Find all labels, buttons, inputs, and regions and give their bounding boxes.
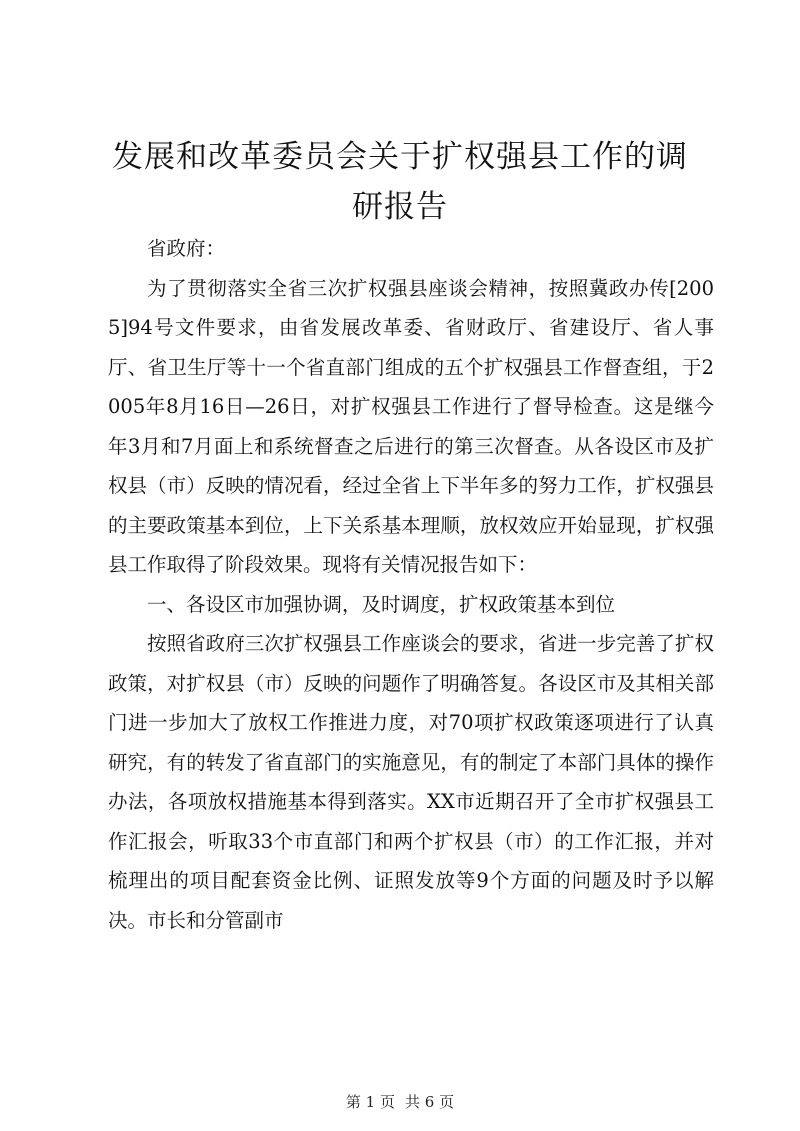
document-title: 发展和改革委员会关于扩权强县工作的调研报告 xyxy=(112,139,688,225)
salutation: 省政府： xyxy=(147,237,226,260)
document-body xyxy=(108,229,714,940)
section-heading-1: 一、各设区市加强协调，及时调度，扩权政策基本到位 xyxy=(147,592,616,616)
page-number: 第 1 页 xyxy=(345,1093,395,1111)
paragraph-section-1: 按照省政府三次扩权强县工作座谈会的要求，省进一步完善了扩权政策，对扩权县（市）反映的问题作了明确答复。各设区市及其相关部门进一步加大了放权工作推进力度，对70项扩权政策逐项进行了认真研究，有的转发了省直部门的实施意见，有的制定了本部门具体的操作办法，各项放权措施基本得到落实。XX市近期召开了全市扩权强县工作汇报会，听取33个市直部门和两个扩权县（市）的工作汇报，并对梳理出的项目配套资金比例、证照发放等9个方面的问题及时予以解决。市长和分管副市 xyxy=(108,632,714,932)
page-footer xyxy=(0,1092,800,1112)
page-total: 共 6 页 xyxy=(405,1093,455,1111)
paragraph-intro: 为了贯彻落实全省三次扩权强县座谈会精神，按照冀政办传[2005]94号文件要求，由省发展改革委、省财政厅、省建设厅、省人事厅、省卫生厅等十一个省直部门组成的五个扩权强县工作督查组，于2005年8月16日—26日，对扩权强县工作进行了督导检查。这是继今年3月和7月面上和系统督查之后进行的第三次督查。从各设区市及扩权县（市）反映的情况看，经过全省上下半年多的努力工作，扩权强县的主要政策基本到位，上下关系基本理顺，放权效应开始显现，扩权强县工作取得了阶段效果。现将有关情况报告如下： xyxy=(108,276,714,576)
